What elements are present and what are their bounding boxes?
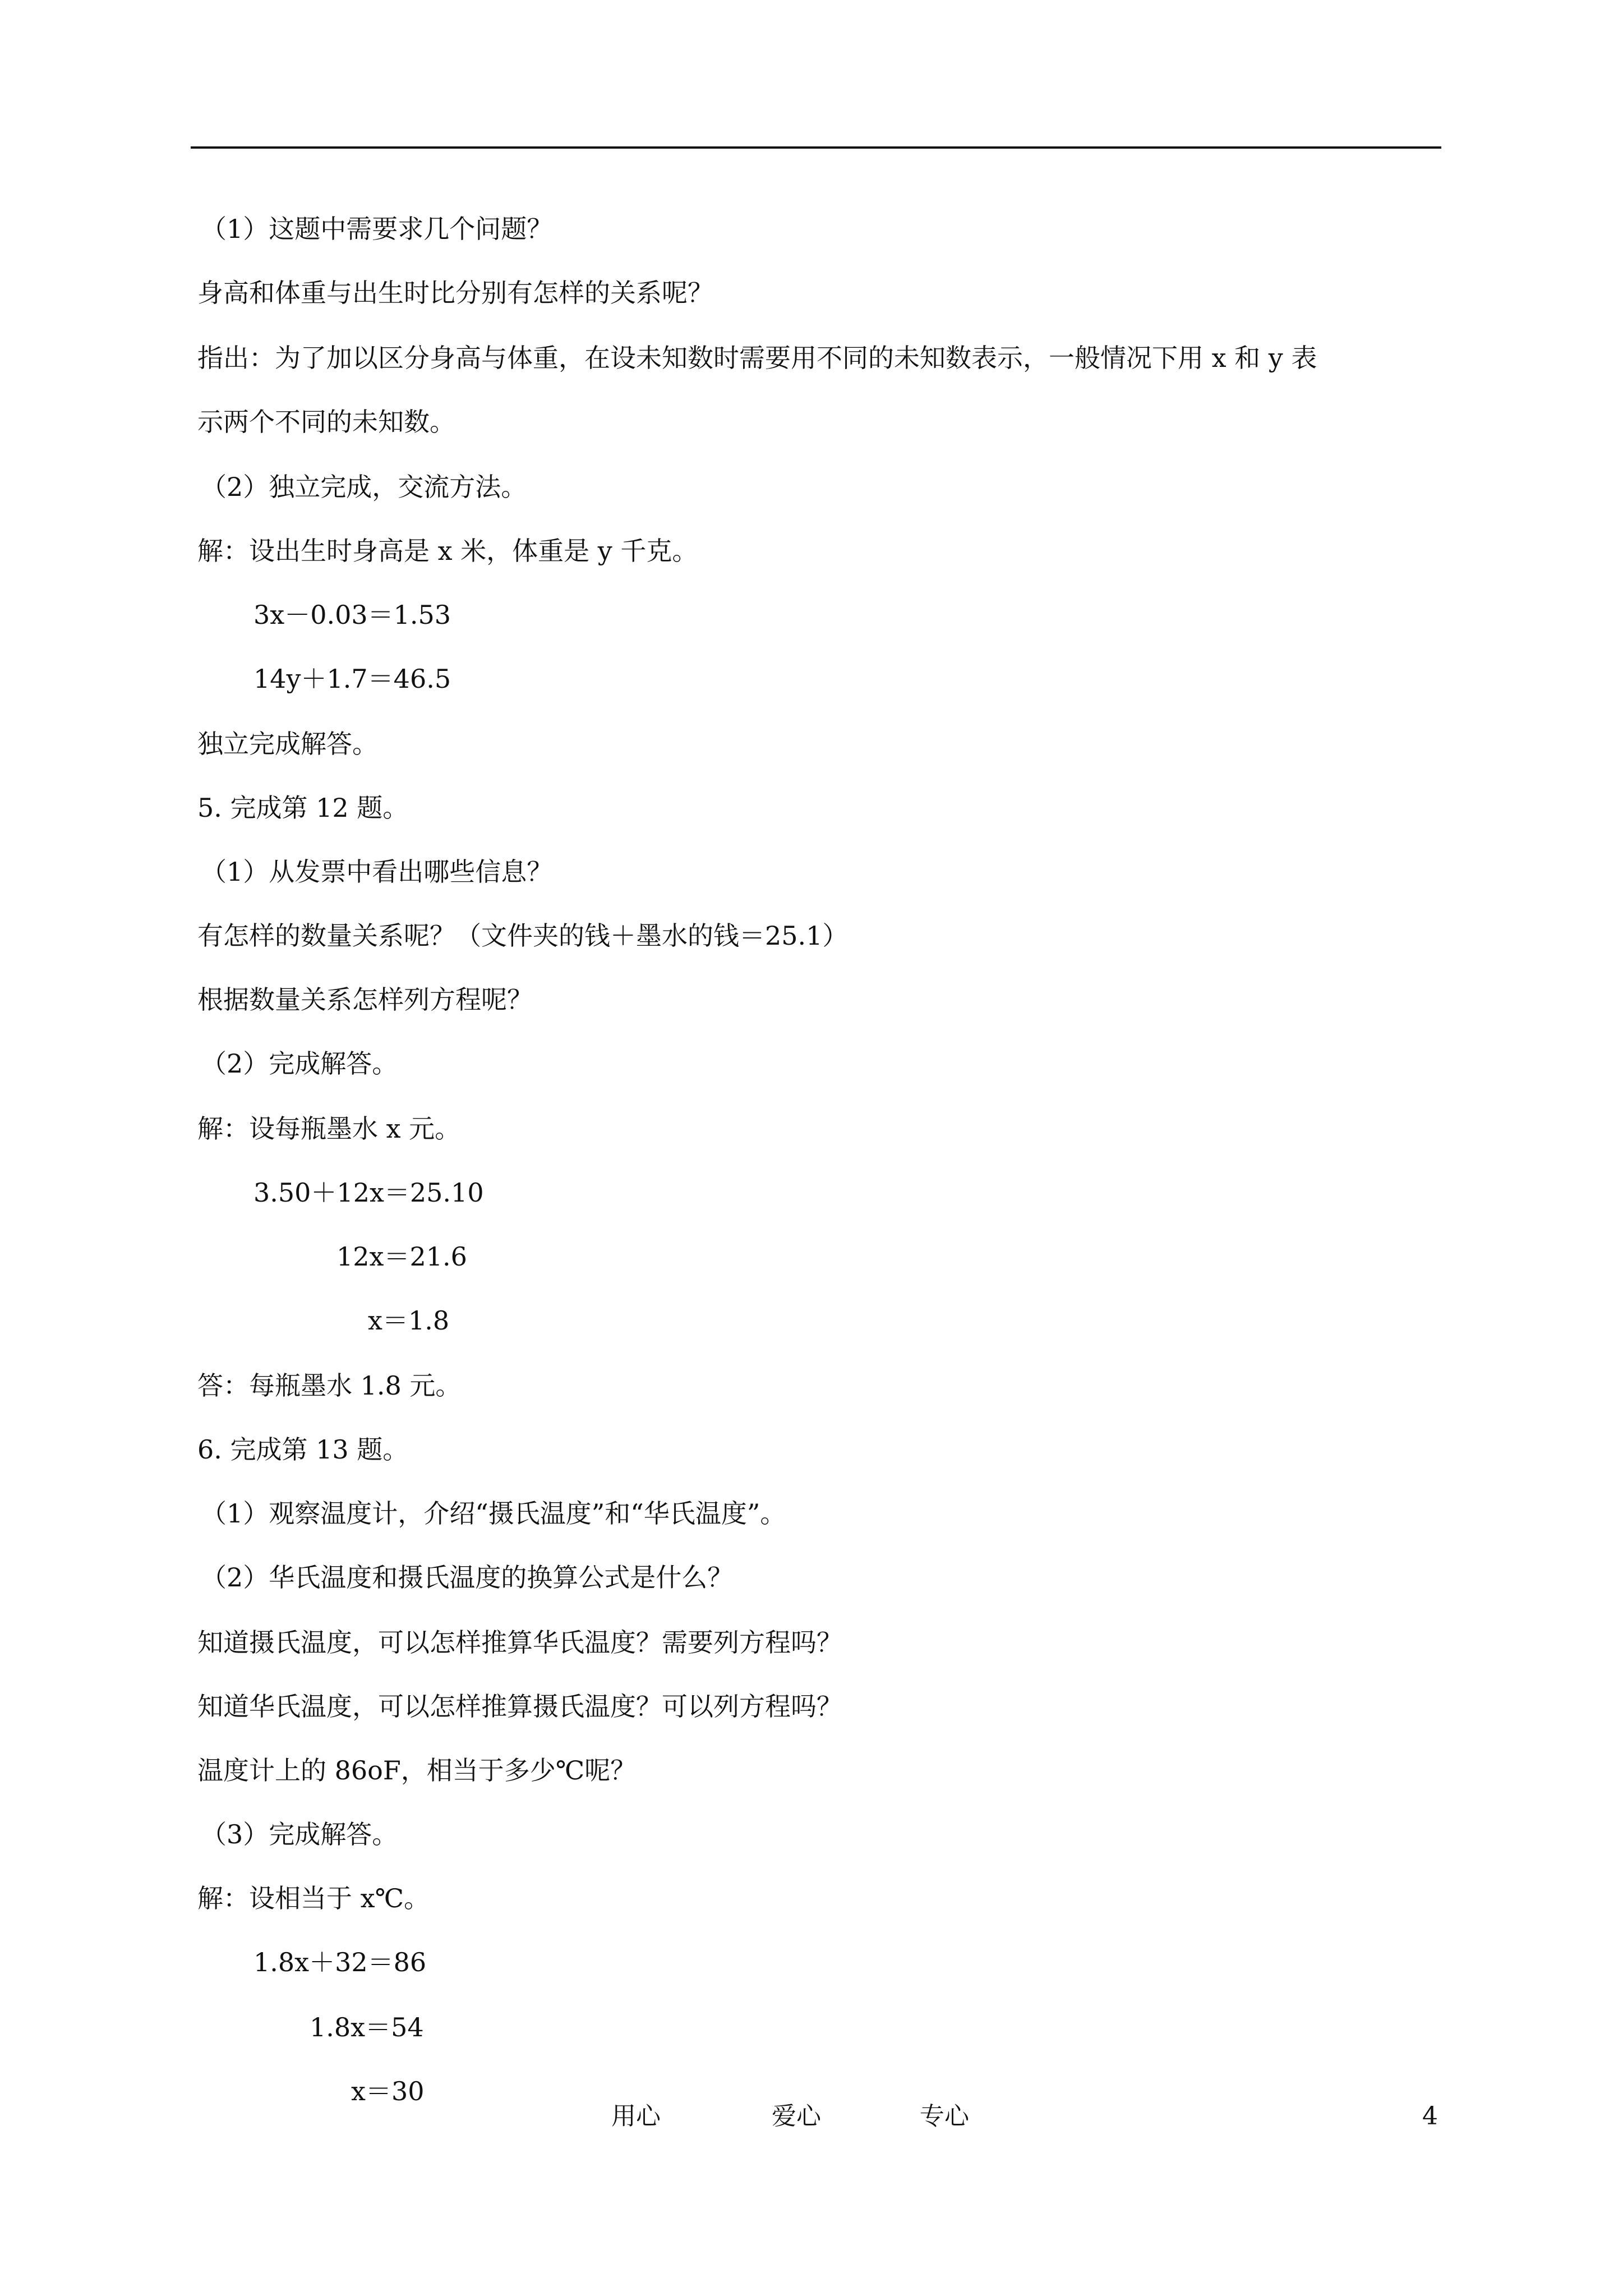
footer-motto-2: 爱心 xyxy=(772,2102,821,2131)
text-line: 解：设每瓶墨水 x 元。 xyxy=(197,1114,461,1144)
text-line: 独立完成解答。 xyxy=(197,729,378,759)
text-line: （3）完成解答。 xyxy=(201,1819,398,1849)
text-line: 解：设相当于 x℃。 xyxy=(197,1883,430,1913)
text-line: 有怎样的数量关系呢？（文件夹的钱＋墨水的钱＝25.1） xyxy=(197,921,849,951)
text-line: 示两个不同的未知数。 xyxy=(197,407,455,437)
equation-line: 14y＋1.7＝46.5 xyxy=(253,664,451,694)
text-line: 身高和体重与出生时比分别有怎样的关系呢？ xyxy=(197,278,713,308)
text-line: 知道华氏温度，可以怎样推算摄氏温度？可以列方程吗？ xyxy=(197,1691,842,1722)
text-line: （1）观察温度计，介绍“摄氏温度”和“华氏温度”。 xyxy=(201,1498,786,1529)
equation-line: 1.8x＋32＝86 xyxy=(253,1947,427,1977)
text-line: 知道摄氏温度，可以怎样推算华氏温度？需要列方程吗？ xyxy=(197,1627,842,1658)
text-line: （2）华氏温度和摄氏温度的换算公式是什么？ xyxy=(201,1562,734,1593)
equation-line: 3.50＋12x＝25.10 xyxy=(253,1177,484,1208)
text-line: （2）独立完成，交流方法。 xyxy=(201,472,527,502)
equation-line: x＝30 xyxy=(351,2076,425,2106)
equation-line: 1.8x＝54 xyxy=(310,2012,424,2042)
text-line: 指出：为了加以区分身高与体重，在设未知数时需要用不同的未知数表示，一般情况下用 x 和 y 表 xyxy=(197,343,1317,373)
page-number: 4 xyxy=(1422,2102,1438,2131)
text-line: （1）这题中需要求几个问题？ xyxy=(201,214,553,244)
equation-line: 12x＝21.6 xyxy=(336,1241,467,1272)
footer-motto-1: 用心 xyxy=(611,2102,661,2131)
text-line: 根据数量关系怎样列方程呢？ xyxy=(197,984,533,1015)
equation-line: x＝1.8 xyxy=(368,1305,450,1336)
text-line: 温度计上的 86oF，相当于多少℃呢？ xyxy=(197,1755,637,1786)
text-line: （2）完成解答。 xyxy=(201,1048,398,1079)
header-rule xyxy=(191,146,1441,149)
footer-motto-3: 专心 xyxy=(920,2102,969,2131)
text-line: （1）从发票中看出哪些信息？ xyxy=(201,857,553,887)
equation-line: 3x－0.03＝1.53 xyxy=(253,600,451,630)
text-line: 5. 完成第 12 题。 xyxy=(197,793,409,823)
text-line: 解：设出生时身高是 x 米，体重是 y 千克。 xyxy=(197,536,698,566)
text-line: 6. 完成第 13 题。 xyxy=(197,1434,409,1465)
text-line: 答：每瓶墨水 1.8 元。 xyxy=(197,1370,462,1401)
